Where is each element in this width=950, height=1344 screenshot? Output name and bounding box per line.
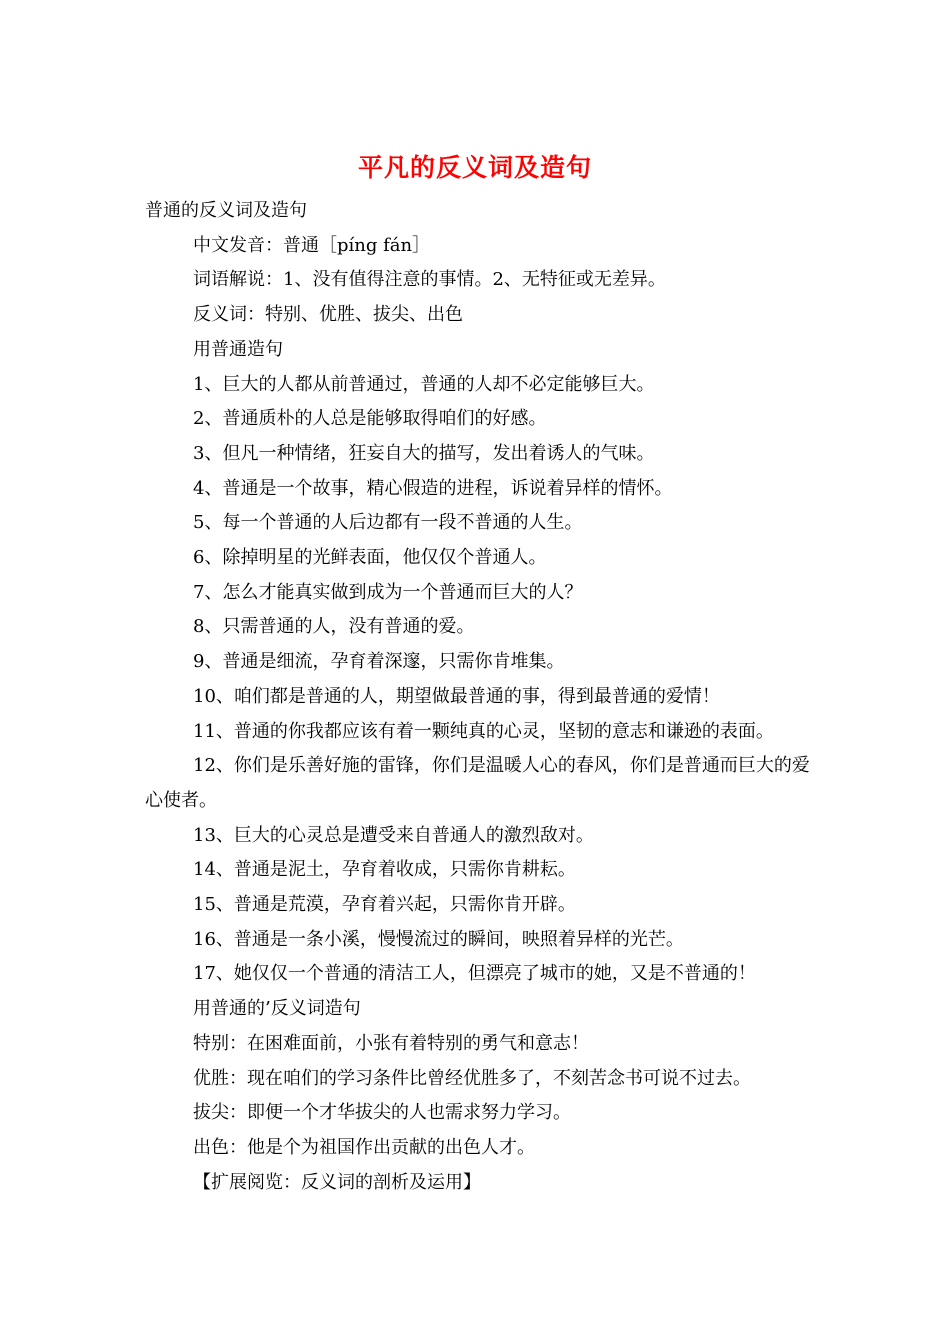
sentence-item: 3、但凡一种情绪，狂妄自大的描写，发出着诱人的气味。 [193,442,655,464]
antonyms-line: 反义词：特别、优胜、拔尖、出色 [193,304,463,326]
sentence-item: 13、巨大的心灵总是遭受来自普通人的激烈敌对。 [193,824,594,846]
sentence-item: 10、咱们都是普通的人，期望做最普通的事，得到最普通的爱情！ [193,685,720,707]
sentence-item: 12、你们是乐善好施的雷锋，你们是温暖人心的春风，你们是普通而巨大的爱心使者。 [145,755,810,811]
sentence-item: 14、普通是泥土，孕育着收成，只需你肯耕耘。 [193,859,576,881]
antonym-sentence-item: 优胜：现在咱们的学习条件比曾经优胜多了，不刻苦念书可说不过去。 [193,1067,751,1089]
sentence-item: 7、怎么才能真实做到成为一个普通而巨大的人？ [193,581,583,603]
sentence-item: 9、普通是细流，孕育着深邃，只需你肯堆集。 [193,651,565,673]
definition-line: 词语解说：1、没有值得注意的事情。2、无特征或无差异。 [193,269,666,291]
sentence-item: 17、她仅仅一个普通的清洁工人，但漂亮了城市的她，又是不普通的！ [193,963,756,985]
sentence-item: 6、除掉明星的光鲜表面，他仅仅个普通人。 [193,547,547,569]
sentence-item: 15、普通是荒漠，孕育着兴起，只需你肯开辟。 [193,894,576,916]
pronunciation-line: 中文发音：普通［píng fán］ [193,234,431,256]
sentence-item: 5、每一个普通的人后边都有一段不普通的人生。 [193,512,583,534]
antonym-sentence-item: 出色：他是个为祖国作出贡献的出色人才。 [193,1136,535,1158]
sentence-item: 8、只需普通的人，没有普通的爱。 [193,616,475,638]
subheading-antonym-sentences: 用普通的’反义词造句 [193,998,361,1020]
subheading-sentences: 用普通造句 [193,338,283,360]
sentence-item: 11、普通的你我都应该有着一颗纯真的心灵，坚韧的意志和谦逊的表面。 [193,720,774,742]
extended-reading-heading: 【扩展阅览：反义词的剖析及运用】 [193,1171,481,1193]
sentence-item: 1、巨大的人都从前普通过，普通的人却不必定能够巨大。 [193,373,655,395]
document-body [145,194,817,1200]
antonym-sentence-item: 特别：在困难面前，小张有着特别的勇气和意志！ [193,1032,589,1054]
antonym-sentence-item: 拔尖：即便一个才华拔尖的人也需求努力学习。 [193,1102,571,1124]
sentence-item: 2、普通质朴的人总是能够取得咱们的好感。 [193,408,547,430]
sentence-item: 16、普通是一条小溪，慢慢流过的瞬间，映照着异样的光芒。 [193,928,684,950]
document-title: 平凡的反义词及造句 [357,153,592,182]
sentence-item: 4、普通是一个故事，精心假造的进程，诉说着异样的情怀。 [193,477,673,499]
section-heading: 普通的反义词及造句 [145,200,307,221]
